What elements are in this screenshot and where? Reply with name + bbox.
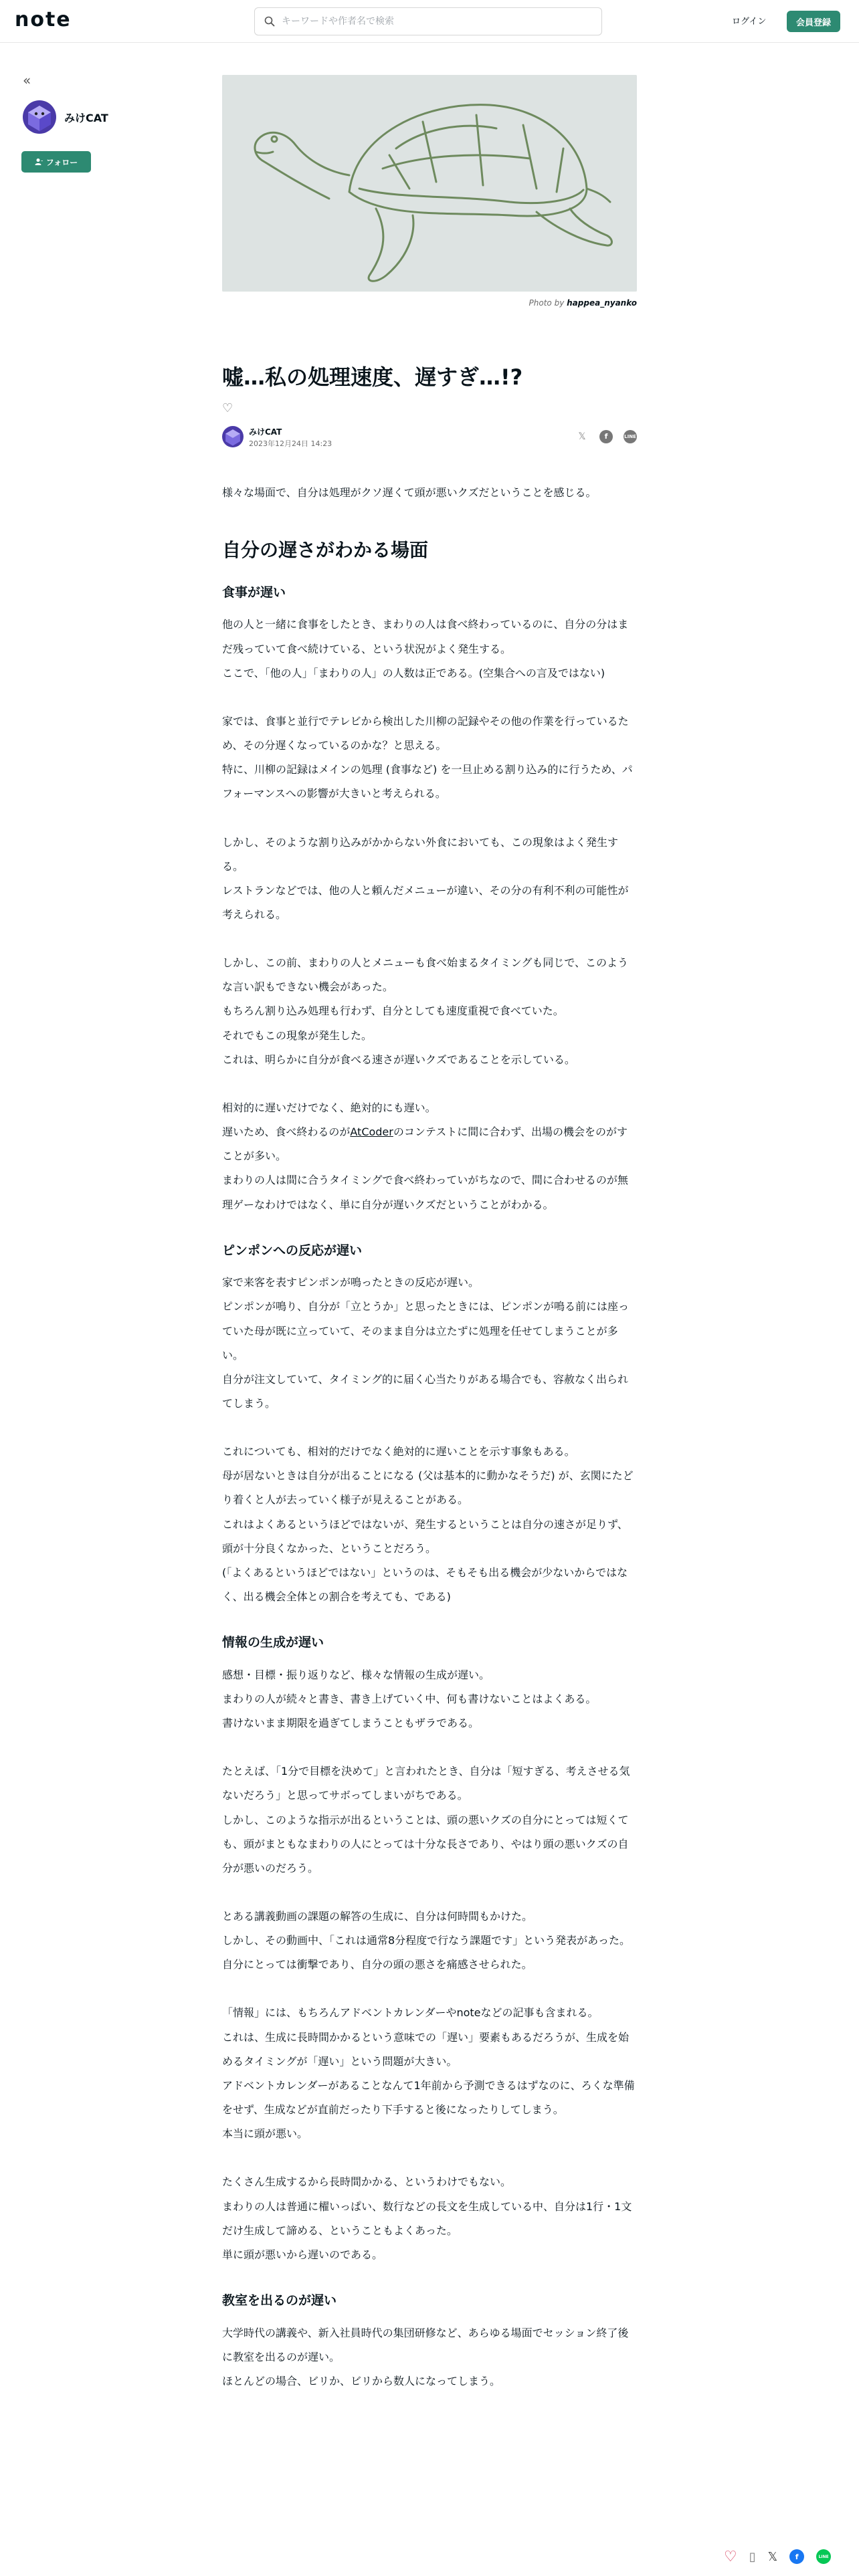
magazine-add-icon[interactable]: ▯ — [749, 2549, 756, 2564]
collapse-sidebar-icon[interactable]: « — [23, 72, 31, 88]
article-title: 嘘…私の処理速度、遅すぎ…!? — [222, 364, 523, 390]
facebook-share-icon[interactable]: f — [599, 430, 613, 443]
search-box[interactable] — [254, 7, 602, 35]
paragraph: 感想・目標・振り返りなど、様々な情報の生成が遅い。 まわりの人が続々と書き、書き上げていく中、何も書けないことはよくある。 書けないまま期限を過ぎてしまうこともザラである。 — [222, 1668, 597, 1730]
intro-paragraph: 様々な場面で、自分は処理がクソ遅くて頭が悪いクズだということを感じる。 — [222, 486, 597, 499]
subsection-heading-information: 情報の生成が遅い — [222, 1635, 324, 1650]
paragraph: とある講義動画の課題の解答の生成に、自分は何時間もかけた。 しかし、その動画中、「これは通常8分程度で行なう課題です」という発表があった。 自分にとっては衝撃であり、自分の頭の悪さを痛感させられた。 — [222, 1910, 631, 1971]
paragraph-text: のコンテストに間に合わず、出場の機会をのがすことが多い。 まわりの人は間に合うタイミングで食べ終わっていがちなので、間に合わせるのが無理ゲーなわけではなく、単に自分が遅いクズだということがわかる。 — [222, 1125, 628, 1211]
like-heart-icon[interactable]: ♡ — [724, 2548, 737, 2565]
article-body — [222, 481, 637, 2393]
subsection-heading-classroom: 教室を出るのが遅い — [222, 2293, 337, 2309]
paragraph: 家で来客を表すピンポンが鳴ったときの反応が遅い。 ピンポンが鳴り、自分が「立とうか」と思ったときには、ピンポンが鳴る前には座っていた母が既に立っていて、そのまま自分は立たずに処理を任せてしまうことが多い。 自分が注文していて、タイミング的に届く心当たりがある場合でも、容赦なく出られてしまう。 — [222, 1276, 630, 1410]
paragraph-text: 相対的に遅いだけでなく、絶対的にも遅い。 遅いため、食べ終わるのが — [222, 1101, 436, 1139]
photo-credit-name[interactable]: happea_nyanko — [567, 298, 637, 308]
paragraph: たとえば、「1分で目標を決めて」と言われたとき、自分は「短すぎる、考えさせる気ないだろう」と思ってサボってしまいがちである。 しかし、このような指示が出るということは、頭の悪いクズの自分にとっては短くても、頭がまともなまわりの人にとっては十分な長さであり、やはり頭の悪いクズの自分が悪いのだろう。 — [222, 1765, 630, 1874]
paragraph — [222, 1096, 637, 1217]
paragraph: これについても、相対的だけでなく絶対的に遅いことを示す事象もある。 母が居ないときは自分が出ることになる (父は基本的に動かなそうだ) が、玄関にたどり着くと人が去っていく様子が見えることがある。 これはよくあるというほどではないが、発生するということは自分の速さが足りず、頭が十分良くなかった、ということだろう。 (「よくあるというほどではない」というのは、そもそも出る機会が少ないからではなく、出る機会全体との割合を考えても、である) — [222, 1445, 634, 1604]
follow-label: フォロー — [45, 157, 78, 167]
paragraph: 家では、食事と並行でテレビから検出した川柳の記録やその他の作業を行っているため、その分遅くなっているのかな？と思える。 特に、川柳の記録はメインの処理 (食事など) を一旦止める割り込み的に行うため、パフォーマンスへの影響が大きいと考えられる。 — [222, 714, 633, 800]
x-share-icon[interactable]: 𝕏 — [767, 2549, 778, 2564]
article — [222, 75, 637, 2418]
publish-date: 2023年12月24日 14:23 — [249, 439, 332, 448]
creator-name[interactable]: みけCAT — [64, 112, 108, 124]
note-logo[interactable]: note — [15, 8, 72, 31]
subsection-heading-eating: 食事が遅い — [222, 584, 286, 600]
photo-credit-prefix: Photo by — [529, 298, 565, 308]
author-row — [222, 425, 637, 450]
author-name[interactable]: みけCAT — [249, 427, 282, 437]
paragraph: 他の人と一緒に食事をしたとき、まわりの人は食べ終わっているのに、自分の分はまだ残っていて食べ続けている、という状況がよく発生する。 ここで、「他の人」「まわりの人」の人数は正である。(空集合への言及ではない) — [222, 618, 629, 679]
x-share-icon[interactable]: 𝕏 — [578, 431, 586, 442]
search-icon — [264, 16, 275, 27]
login-link[interactable]: ログイン — [732, 17, 767, 27]
floating-action-bar — [717, 2541, 859, 2572]
search-input[interactable] — [282, 16, 589, 27]
paragraph: しかし、そのような割り込みがかからない外食においても、この現象はよく発生する。 レストランなどでは、他の人と頼んだメニューが違い、その分の有利不利の可能性が考えられる。 — [222, 835, 629, 921]
share-buttons — [575, 430, 637, 443]
section-heading: 自分の遅さがわかる場面 — [222, 538, 429, 561]
atcoder-link[interactable]: AtCoder — [350, 1125, 393, 1139]
turtle-drawing — [222, 75, 637, 292]
site-header — [0, 0, 859, 43]
user-plus-icon — [35, 158, 43, 166]
paragraph: たくさん生成するから長時間かかる、というわけでもない。 まわりの人は普通に櫂いっぱい、数行などの長文を生成している中、自分は1行・1文だけ生成して諦める、ということもよくあった。 単に頭が悪いから遅いのである。 — [222, 2175, 632, 2261]
signup-button[interactable]: 会員登録 — [787, 11, 840, 32]
paragraph: 大学時代の講義や、新入社員時代の集団研修など、あらゆる場面でセッション終了後に教室を出るのが遅い。 ほとんどの場合、ビリか、ビリから数人になってしまう。 — [222, 2326, 629, 2387]
creator-avatar[interactable] — [23, 100, 56, 134]
like-heart-icon[interactable]: ♡ — [222, 401, 233, 415]
hero-image — [222, 75, 637, 292]
author-avatar[interactable] — [222, 426, 244, 447]
follow-button[interactable] — [21, 151, 91, 173]
line-share-icon[interactable]: LINE — [816, 2549, 831, 2564]
facebook-share-icon[interactable]: f — [789, 2549, 804, 2564]
paragraph: 「情報」には、もちろんアドベントカレンダーやnoteなどの記事も含まれる。 これは、生成に長時間かかるという意味での「遅い」要素もあるだろうが、生成を始めるタイミングが「遅い」という問題が大きい。 アドベントカレンダーがあることなんて1年前から予測できるはずなのに、ろくな準備をせず、生成などが直前だったり下手すると後になったりしてしまう。 本当に頭が悪い。 — [222, 2006, 635, 2141]
subsection-heading-doorbell: ピンポンへの反応が遅い — [222, 1243, 363, 1258]
paragraph: しかし、この前、まわりの人とメニューも食べ始まるタイミングも同じで、このような言い訳もできない機会があった。 もちろん割り込み処理も行わず、自分としても速度重視で食べていた。 それでもこの現象が発生した。 これは、明らかに自分が食べる速さが遅いクズであることを示している。 — [222, 956, 629, 1066]
line-share-icon[interactable]: LINE — [624, 430, 637, 443]
photo-credit — [222, 298, 637, 308]
